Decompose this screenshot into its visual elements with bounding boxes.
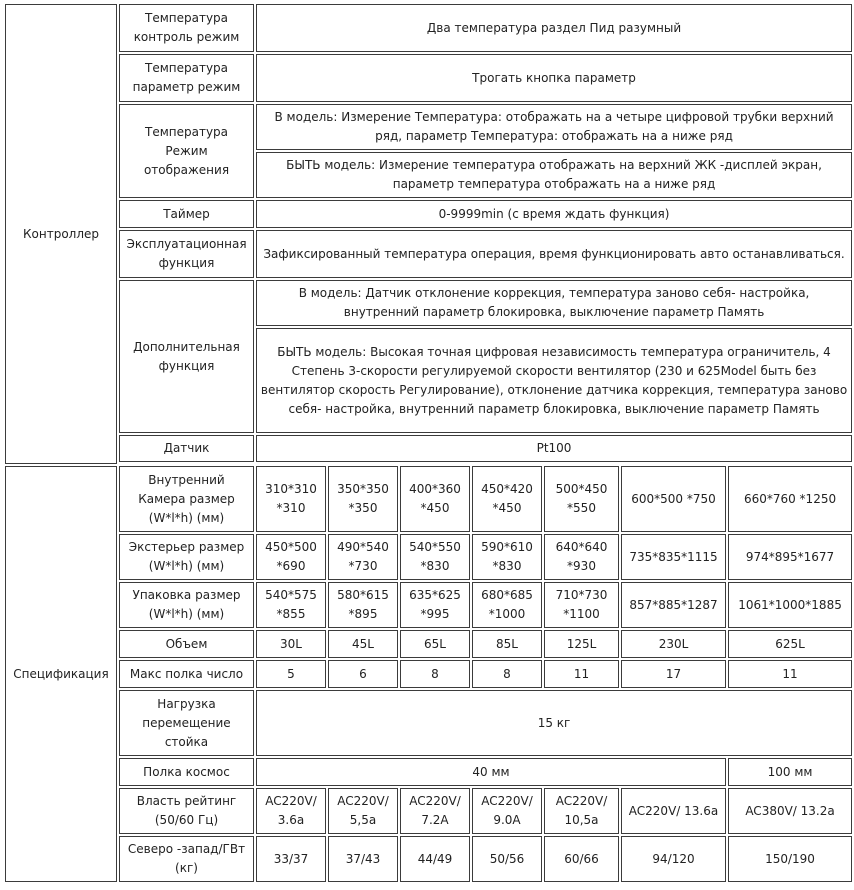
table-row	[5, 534, 852, 580]
cell-exterior-size: 735*835*1115	[621, 534, 726, 580]
value-display-byt-model: БЫТЬ модель: Измерение температура отображать на верхний ЖК -дисплей экран, параметр температура отображать на а ниже ряд	[256, 152, 852, 198]
cell-packing-size: 857*885*1287	[621, 582, 726, 628]
cell-inner-size: 350*350 *350	[328, 466, 398, 532]
value-load: 15 кг	[256, 690, 852, 756]
value-timer: 0-9999min (с время ждать функция)	[256, 200, 852, 228]
table-row	[5, 630, 852, 658]
cell-max-shelf: 17	[621, 660, 726, 688]
row-label-load: Нагрузка перемещение стойка	[119, 690, 254, 756]
cell-weight: 60/66	[544, 836, 619, 882]
cell-max-shelf: 11	[544, 660, 619, 688]
table-row	[5, 690, 852, 756]
cell-volume: 30L	[256, 630, 326, 658]
row-label-operation: Эксплуатационная функция	[119, 230, 254, 278]
row-label-shelf-space: Полка космос	[119, 758, 254, 786]
row-label-exterior-size: Экстерьер размер (W*l*h) (мм)	[119, 534, 254, 580]
cell-inner-size: 660*760 *1250	[728, 466, 852, 532]
row-label-display: Температура Режим отображения	[119, 104, 254, 198]
cell-volume: 65L	[400, 630, 470, 658]
cell-inner-size: 600*500 *750	[621, 466, 726, 532]
table-row	[5, 758, 852, 786]
row-label-weight: Северо -запад/ГВт (кг)	[119, 836, 254, 882]
cell-inner-size: 400*360 *450	[400, 466, 470, 532]
value-display-b-model: В модель: Измерение Температура: отображать на а четыре цифровой трубки верхний ряд, параметр Температура: отображать на а ниже ряд	[256, 104, 852, 150]
value-additional-byt-model: БЫТЬ модель: Высокая точная цифровая независимость температура ограничитель, 4 Степень 3-скорости регулируемой скорости вентилятор (230 и 625Model быть без вентилятор скорость Регулирование), отклонение датчика коррекция, температура заново себя- настройка, внутренний параметр блокировка, выключение параметр Память	[256, 328, 852, 433]
cell-packing-size: 635*625 *995	[400, 582, 470, 628]
cell-exterior-size: 974*895*1677	[728, 534, 852, 580]
cell-power: AC220V/ 9.0A	[472, 788, 542, 834]
row-label-temp-param: Температура параметр режим	[119, 54, 254, 102]
cell-max-shelf: 5	[256, 660, 326, 688]
cell-max-shelf: 8	[472, 660, 542, 688]
cell-packing-size: 710*730 *1100	[544, 582, 619, 628]
table-row	[5, 466, 852, 532]
cell-weight: 37/43	[328, 836, 398, 882]
value-operation: Зафиксированный температура операция, время функционировать авто останавливаться.	[256, 230, 852, 278]
cell-volume: 125L	[544, 630, 619, 658]
table-row	[5, 435, 852, 462]
specification-table	[3, 2, 854, 884]
cell-exterior-size: 450*500 *690	[256, 534, 326, 580]
cell-exterior-size: 590*610 *830	[472, 534, 542, 580]
cell-weight: 33/37	[256, 836, 326, 882]
cell-power: AC220V/ 5,5a	[328, 788, 398, 834]
cell-inner-size: 310*310 *310	[256, 466, 326, 532]
cell-weight: 44/49	[400, 836, 470, 882]
value-shelf-space-small: 40 мм	[256, 758, 726, 786]
cell-power: AC220V/ 10,5a	[544, 788, 619, 834]
cell-volume: 85L	[472, 630, 542, 658]
cell-packing-size: 1061*1000*1885	[728, 582, 852, 628]
cell-volume: 45L	[328, 630, 398, 658]
cell-inner-size: 500*450 *550	[544, 466, 619, 532]
cell-packing-size: 580*615 *895	[328, 582, 398, 628]
cell-weight: 94/120	[621, 836, 726, 882]
row-label-additional: Дополнительная функция	[119, 280, 254, 433]
cell-power: AC380V/ 13.2a	[728, 788, 852, 834]
table-row	[5, 4, 852, 52]
cell-packing-size: 680*685 *1000	[472, 582, 542, 628]
cell-max-shelf: 11	[728, 660, 852, 688]
value-temp-control: Два температура раздел Пид разумный	[256, 4, 852, 52]
section-controller-label: Контроллер	[5, 4, 117, 464]
table-row	[5, 836, 852, 882]
cell-volume: 625L	[728, 630, 852, 658]
table-row	[5, 200, 852, 228]
cell-power: AC220V/ 3.6a	[256, 788, 326, 834]
table-row	[5, 54, 852, 102]
cell-power: AC220V/ 7.2A	[400, 788, 470, 834]
table-row	[5, 104, 852, 150]
value-sensor: Pt100	[256, 435, 852, 462]
table-row	[5, 230, 852, 278]
row-label-packing-size: Упаковка размер (W*l*h) (мм)	[119, 582, 254, 628]
row-label-max-shelf: Макс полка число	[119, 660, 254, 688]
cell-packing-size: 540*575 *855	[256, 582, 326, 628]
table-row	[5, 660, 852, 688]
cell-inner-size: 450*420 *450	[472, 466, 542, 532]
cell-max-shelf: 6	[328, 660, 398, 688]
row-label-temp-control: Температура контроль режим	[119, 4, 254, 52]
cell-exterior-size: 640*640 *930	[544, 534, 619, 580]
cell-volume: 230L	[621, 630, 726, 658]
cell-exterior-size: 540*550 *830	[400, 534, 470, 580]
cell-exterior-size: 490*540 *730	[328, 534, 398, 580]
section-specification-label: Спецификация	[5, 466, 117, 882]
row-label-timer: Таймер	[119, 200, 254, 228]
value-additional-b-model: В модель: Датчик отклонение коррекция, температура заново себя- настройка, внутренний параметр блокировка, выключение параметр Память	[256, 280, 852, 326]
table-row	[5, 280, 852, 326]
row-label-sensor: Датчик	[119, 435, 254, 462]
table-row	[5, 788, 852, 834]
value-shelf-space-large: 100 мм	[728, 758, 852, 786]
cell-power: AC220V/ 13.6a	[621, 788, 726, 834]
cell-max-shelf: 8	[400, 660, 470, 688]
row-label-inner-size: Внутренний Камера размер (W*l*h) (мм)	[119, 466, 254, 532]
row-label-volume: Объем	[119, 630, 254, 658]
cell-weight: 150/190	[728, 836, 852, 882]
table-row	[5, 582, 852, 628]
row-label-power: Власть рейтинг (50/60 Гц)	[119, 788, 254, 834]
cell-weight: 50/56	[472, 836, 542, 882]
value-temp-param: Трогать кнопка параметр	[256, 54, 852, 102]
